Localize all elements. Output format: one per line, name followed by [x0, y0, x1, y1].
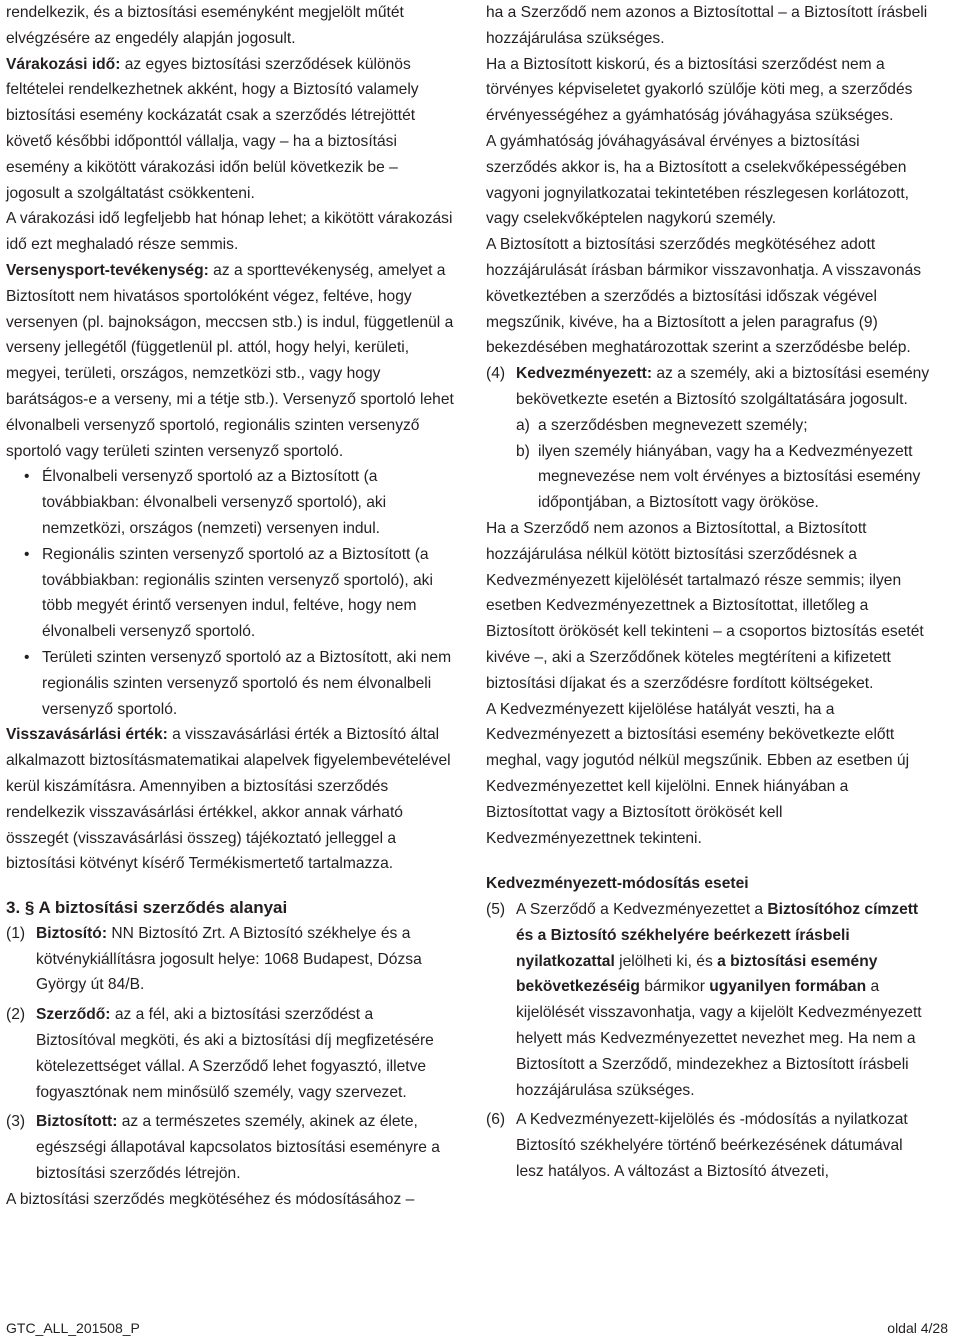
paragraph-consent-start: A biztosítási szerződés megkötéséhez és módosításához –	[6, 1190, 415, 1208]
section-heading: 3. § A biztosítási szerződés alanyai	[6, 898, 288, 918]
numbered-item-insurer: (1) Biztosító: NN Biztosító Zrt. A Biztosító székhelye és a kötvénykiállításra jogosult helye: 1068 Budapest, Dózsa György út 84/B.	[6, 924, 422, 994]
sub-item-a: a) a szerződésben megnevezett személy;	[516, 416, 808, 434]
paragraph-beneficiary-void: Ha a Szerződő nem azonos a Biztosítottal, a Biztosított hozzájárulása nélkül kötött biztosítási szerződésnek a Kedvezményezett kijelölését tartalmazó része semmis; ilyen esetben Kedvezményezettnek a Biztosítottat, illetőleg a Biztosított örökösét kell tekinteni – a csoportos biztosítás esetét kivéve –, aki a Szerződőnek köteles megtéríteni a kifizetett biztosítási díjakat és a szerződésre fordított költségeket.	[486, 519, 924, 692]
paragraph-competitive-sport: Versenysport-tevékenység: az a sporttevékenység, amelyet a Biztosított nem hivatásos sportolóként végez, feltéve, hogy versenyen (pl. bajnokságon, meccsen stb.) is indul, függetlenül a verseny jellegétől (függetlenül pl. attól, hogy helyi, kerületi, megyei, területi, országos, nemzetközi stb., vagy hogy barátságos-e a verseny, mi a tétje stb.). Versenyző sportoló lehet élvonalbeli versenyző sportoló, regionális szinten versenyző sportoló vagy területi szinten versenyző sportoló.	[6, 261, 454, 460]
list-item: • Élvonalbeli versenyző sportoló az a Biztosított (a továbbiakban: élvonalbeli versenyző sportoló), aki nemzetközi, országos (nemzeti) versenyen indul.	[6, 464, 454, 541]
right-column	[486, 0, 934, 1185]
numbered-item-beneficiary: (4) Kedvezményezett: az a személy, aki a biztosítási esemény bekövetkezte esetén a Biztosító szolgáltatására jogosult.	[486, 365, 930, 408]
sport-level-list	[6, 464, 454, 722]
paragraph-surrender-value: Visszavásárlási érték: a visszavásárlási érték a Biztosító által alkalmazott biztosításmatematikai alapelvek figyelembevételével kerül kiszámításra. Amennyiben a biztosítási szerződés rendelkezik visszavásárlási értékkel, akkor annak várható összegét (visszavásárlási összeg) tájékoztató jelleggel a biztosítási kötvényt kísérő Termékismertető tartalmazza.	[6, 726, 451, 873]
term-waiting-period: Várakozási idő:	[6, 55, 121, 73]
term-surrender-value: Visszavásárlási érték:	[6, 726, 168, 744]
paragraph-waiting-period: Várakozási idő: az egyes biztosítási szerződések különös feltételei rendelkezhetnek akként, hogy a Biztosító valamely biztosítási esemény kockázatát csak a szerződés létrejöttét követő későbbi időponttól vállalja, vagy – ha a biztosítási esemény a kikötött várakozási időn belül következik be – jogosult a szolgáltatást csökkenteni.	[6, 55, 419, 202]
paragraph-consent-end: ha a Szerződő nem azonos a Biztosítottal – a Biztosított írásbeli hozzájárulása szükséges.	[486, 4, 928, 47]
footer-page-number: oldal 4/28	[887, 1320, 948, 1336]
paragraph-withdrawal: A Biztosított a biztosítási szerződés megkötéséhez adott hozzájárulását írásban bármikor visszavonhatja. A visszavonás következtében a szerződés a biztosítási időszak végével megszűnik, kivéve, ha a Biztosított a jelen paragrafus (9) bekezdésében meghatározottak szerint a szerződésbe belép.	[486, 236, 922, 357]
numbered-item-5: (5) A Szerződő a Kedvezményezettet a Biztosítóhoz címzett és a Biztosító székhelyére beérkezett írásbeli nyilatkozattal jelölheti ki, és a biztosítási esemény bekövetkezéséig bármikor ugyanilyen formában a kijelölését visszavonhatja, vagy a kijelölt Kedvezményezett helyett más Kedvezményezettet nevezhet meg. Ha nem a Biztosított a Szerződő, mindezekhez a Biztosított írásbeli hozzájárulása szükséges.	[486, 901, 922, 1099]
numbered-item-insured: (3) Biztosított: az a természetes személy, akinek az élete, egészségi állapotával kapcsolatos biztosítási eseményre a biztosítási szerződés létrejön.	[6, 1113, 440, 1183]
footer-document-code: GTC_ALL_201508_P	[6, 1320, 140, 1336]
subheading-beneficiary-change: Kedvezményezett-módosítás esetei	[486, 875, 749, 893]
paragraph-waiting-limit: A várakozási idő legfeljebb hat hónap lehet; a kikötött várakozási idő ezt meghaladó része semmis.	[6, 210, 453, 254]
numbered-item-contractor: (2) Szerződő: az a fél, aki a biztosítási szerződést a Biztosítóval megköti, és aki a biztosítási díj megfizetésére kötelezettséget vállal. A Szerződő lehet fogyasztó, illetve fogyasztónak nem minősülő személy, vagy szervezet.	[6, 1006, 434, 1101]
paragraph-minor: Ha a Biztosított kiskorú, és a biztosítási szerződést nem a törvényes képviseletet gyakorló szülője köti meg, a szerződés érvényességéhez a gyámhatóság jóváhagyása szükséges.	[486, 55, 913, 125]
left-column	[6, 0, 454, 1213]
list-item: • Regionális szinten versenyző sportoló az a Biztosított (a továbbiakban: regionális szinten versenyző sportoló), aki több megyét érintő versenyen indul, feltéve, hogy nem élvonalbeli versenyző sportoló.	[6, 542, 454, 645]
paragraph-guardianship: A gyámhatóság jóváhagyásával érvényes a biztosítási szerződés akkor is, ha a Biztosított a cselekvőképességében vagyoni jognyilatkozatai tekintetében részlegesen korlátozott, vagy cselekvőképtelen nagykorú személy.	[486, 132, 910, 228]
paragraph-surgery-end: rendelkezik, és a biztosítási eseményként megjelölt műtét elvégzésére az engedély alapján jogosult.	[6, 4, 404, 47]
sub-item-b: b) ilyen személy hiányában, vagy ha a Kedvezményezett megnevezése nem volt érvényes a biztosítási esemény időpontjában, a Biztosított vagy örököse.	[516, 442, 921, 512]
paragraph-beneficiary-lapse: A Kedvezményezett kijelölése hatályát veszti, ha a Kedvezményezett a biztosítási esemény bekövetkezte előtt meghal, vagy jogutód nélkül megszűnik. Ebben az esetben új Kedvezményezettet kell kijelölni. Ennek hiányában a Biztosítottat vagy a Biztosított örökösét kell Kedvezményezettnek tekinteni.	[486, 700, 910, 847]
term-competitive-sport: Versenysport-tevékenység:	[6, 261, 209, 279]
numbered-item-6: (6) A Kedvezményezett-kijelölés és -módosítás a nyilatkozat Biztosító székhelyére történő beérkezésének dátumával lesz hatályos. A változást a Biztosító átvezeti,	[486, 1111, 908, 1181]
list-item: • Területi szinten versenyző sportoló az a Biztosított, aki nem regionális szinten versenyző sportoló és nem élvonalbeli versenyző sportoló.	[6, 645, 454, 722]
